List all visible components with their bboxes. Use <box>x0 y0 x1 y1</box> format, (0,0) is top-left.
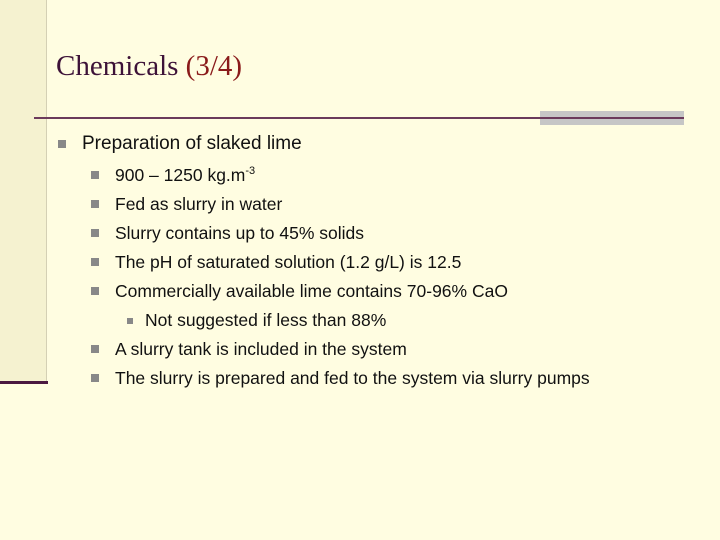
list-item: Commercially available lime contains 70-96% CaO <box>115 281 508 301</box>
title-underline-accent <box>540 111 684 125</box>
title-page-indicator: (3/4) <box>185 50 243 82</box>
square-bullet-icon <box>58 140 66 148</box>
list-item: The slurry is prepared and fed to the system via slurry pumps <box>115 368 590 388</box>
list-item: The pH of saturated solution (1.2 g/L) is 12.5 <box>115 252 462 272</box>
list-item <box>115 164 255 186</box>
title-underline-accent-stripe <box>540 117 684 119</box>
slide-title <box>56 50 242 83</box>
list-item: Fed as slurry in water <box>115 194 283 214</box>
sub-list-item: Not suggested if less than 88% <box>145 310 387 330</box>
square-bullet-icon <box>127 318 133 324</box>
heading-bullet: Preparation of slaked lime <box>82 133 302 154</box>
title-text: Chemicals <box>56 50 186 82</box>
square-bullet-icon <box>91 374 99 382</box>
square-bullet-icon <box>91 258 99 266</box>
square-bullet-icon <box>91 345 99 353</box>
left-divider <box>46 0 47 383</box>
list-item: A slurry tank is included in the system <box>115 339 407 359</box>
list-item: Slurry contains up to 45% solids <box>115 223 365 243</box>
left-accent-bar <box>0 381 48 384</box>
density-text: 900 – 1250 kg.m <box>115 165 246 185</box>
left-band <box>0 0 47 383</box>
square-bullet-icon <box>91 171 99 179</box>
density-exponent: -3 <box>245 165 256 177</box>
square-bullet-icon <box>91 229 99 237</box>
square-bullet-icon <box>91 200 99 208</box>
square-bullet-icon <box>91 287 99 295</box>
